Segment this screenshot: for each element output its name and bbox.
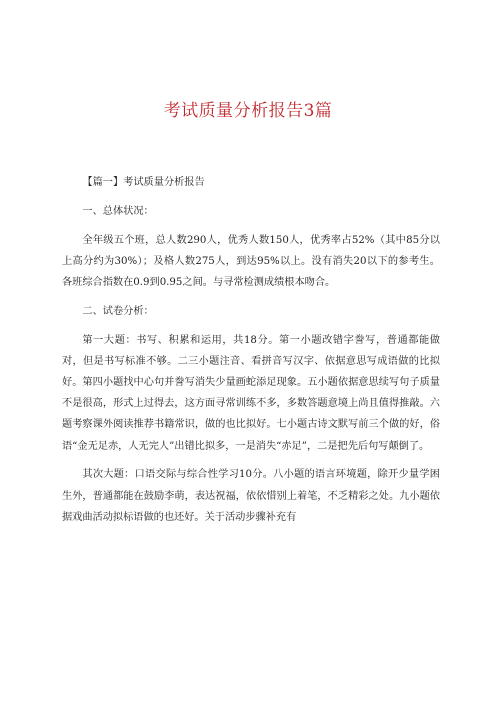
document-body bbox=[62, 172, 440, 536]
part2-paragraph-2: 其次大题：口语交际与综合性学习10分。八小题的语言环境题，除开少量学困生外，普通都能在鼓励李萌，表达祝福，依依惜别上着笔，不乏精彩之处。九小题依据戏曲活动拟标语做的也还好。关于活动步骤补充有 bbox=[62, 469, 440, 523]
section-heading: 【篇一】考试质量分析报告 bbox=[82, 177, 205, 188]
part1-heading: 一、总体状况： bbox=[82, 205, 154, 217]
part2-heading: 二、试卷分析： bbox=[82, 305, 154, 317]
part2-paragraph-1: 第一大题：书写、积累和运用，共18分。第一小题改错字誊写，普通都能做对，但是书写标准不够。二三小题注音、看拼音写汉字、依据意思写成语做的比拟好。第四小题找中心句并誊写消失少量画蛇添足现象。五小题依据意思续写句子质量不是很高，形式上过得去，这方面寻常训练不多，多数答题意境上尚且值得推敲。六题考察课外阅读推荐书籍常识，做的也比拟好。七小题古诗文默写前三个做的好，俗语“金无足赤，人无完人”出错比拟多，一是消失“赤足”，二是把先后句写颠倒了。 bbox=[62, 334, 440, 452]
document-title: 考试质量分析报告3篇 bbox=[163, 101, 333, 121]
part1-paragraph: 全年级五个班，总人数290人，优秀人数150人，优秀率占52%（其中85分以上高分约为30%）；及格人数275人，到达95%以上。没有消失20以下的参考生。各班综合指数在0.9到0.95之间。与寻常检测成绩根本吻合。 bbox=[62, 234, 440, 288]
